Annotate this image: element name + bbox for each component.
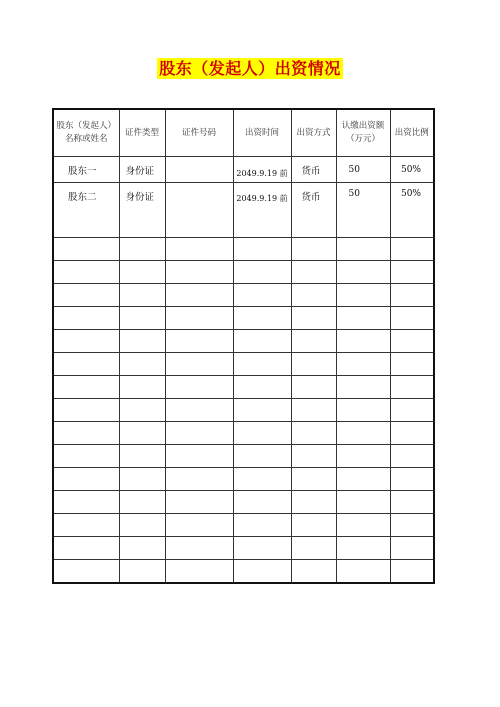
cell-amount: 50	[336, 157, 390, 183]
header-id-type: 证件类型	[119, 109, 165, 157]
empty-table-row	[53, 238, 434, 261]
empty-cell	[233, 330, 291, 353]
empty-cell	[390, 376, 434, 399]
empty-cell	[336, 445, 390, 468]
header-contribution-ratio: 出资比例	[390, 109, 434, 157]
empty-cell	[291, 422, 336, 445]
empty-cell	[390, 307, 434, 330]
empty-table-row	[53, 445, 434, 468]
empty-cell	[390, 491, 434, 514]
empty-cell	[165, 238, 233, 261]
empty-cell	[336, 284, 390, 307]
empty-cell	[390, 560, 434, 584]
empty-cell	[336, 238, 390, 261]
empty-cell	[53, 376, 119, 399]
empty-cell	[336, 353, 390, 376]
empty-cell	[119, 445, 165, 468]
empty-cell	[291, 537, 336, 560]
empty-cell	[165, 422, 233, 445]
empty-cell	[233, 422, 291, 445]
header-shareholder-name: 股东（发起人）名称或姓名	[53, 109, 119, 157]
empty-cell	[390, 422, 434, 445]
empty-cell	[53, 560, 119, 584]
cell-id-type: 身份证	[119, 183, 165, 238]
empty-cell	[165, 537, 233, 560]
empty-cell	[390, 514, 434, 537]
cell-amount: 50	[336, 183, 390, 238]
empty-cell	[53, 491, 119, 514]
empty-table-row	[53, 468, 434, 491]
empty-table-row	[53, 491, 434, 514]
cell-method: 货币	[291, 183, 336, 238]
empty-cell	[53, 445, 119, 468]
empty-table-row	[53, 376, 434, 399]
empty-cell	[53, 537, 119, 560]
empty-table-row	[53, 261, 434, 284]
header-contribution-date: 出资时间	[233, 109, 291, 157]
table-row	[53, 157, 434, 183]
header-contribution-method: 出资方式	[291, 109, 336, 157]
empty-cell	[336, 261, 390, 284]
empty-cell	[233, 399, 291, 422]
empty-cell	[390, 238, 434, 261]
empty-cell	[291, 491, 336, 514]
empty-cell	[291, 399, 336, 422]
cell-method: 货币	[291, 157, 336, 183]
empty-cell	[165, 399, 233, 422]
table-header-row	[53, 109, 434, 157]
empty-table-row	[53, 422, 434, 445]
contribution-table	[52, 108, 435, 584]
empty-cell	[119, 468, 165, 491]
empty-cell	[291, 468, 336, 491]
empty-cell	[165, 330, 233, 353]
empty-cell	[53, 468, 119, 491]
empty-cell	[165, 560, 233, 584]
empty-cell	[165, 353, 233, 376]
cell-date: 2049.9.19 前	[233, 157, 291, 183]
empty-cell	[119, 514, 165, 537]
cell-name: 股东二	[53, 183, 119, 238]
table-row	[53, 183, 434, 238]
empty-cell	[53, 353, 119, 376]
empty-cell	[119, 491, 165, 514]
empty-cell	[390, 353, 434, 376]
empty-cell	[336, 491, 390, 514]
empty-cell	[119, 399, 165, 422]
empty-rows	[53, 238, 434, 584]
document-title-wrap	[0, 56, 500, 79]
empty-cell	[390, 330, 434, 353]
empty-cell	[336, 399, 390, 422]
cell-ratio: 50%	[390, 183, 434, 238]
empty-cell	[336, 468, 390, 491]
cell-date: 2049.9.19 前	[233, 183, 291, 238]
empty-cell	[119, 353, 165, 376]
empty-cell	[119, 560, 165, 584]
empty-cell	[291, 514, 336, 537]
empty-cell	[390, 468, 434, 491]
empty-table-row	[53, 537, 434, 560]
empty-cell	[119, 330, 165, 353]
empty-cell	[165, 284, 233, 307]
empty-table-row	[53, 307, 434, 330]
empty-cell	[119, 307, 165, 330]
empty-cell	[336, 422, 390, 445]
empty-cell	[291, 238, 336, 261]
document-title: 股东（发起人）出资情况	[159, 59, 341, 78]
empty-cell	[119, 261, 165, 284]
empty-cell	[53, 330, 119, 353]
empty-cell	[291, 353, 336, 376]
empty-cell	[233, 238, 291, 261]
empty-cell	[165, 491, 233, 514]
empty-cell	[165, 468, 233, 491]
empty-cell	[233, 284, 291, 307]
empty-cell	[390, 399, 434, 422]
empty-cell	[233, 445, 291, 468]
empty-table-row	[53, 330, 434, 353]
empty-cell	[233, 560, 291, 584]
cell-id-type: 身份证	[119, 157, 165, 183]
cell-id-number	[165, 183, 233, 238]
empty-cell	[53, 399, 119, 422]
empty-cell	[390, 261, 434, 284]
empty-cell	[53, 307, 119, 330]
empty-table-row	[53, 560, 434, 584]
empty-cell	[336, 560, 390, 584]
empty-cell	[291, 284, 336, 307]
empty-table-row	[53, 284, 434, 307]
empty-table-row	[53, 514, 434, 537]
empty-cell	[119, 238, 165, 261]
empty-cell	[336, 307, 390, 330]
empty-cell	[233, 491, 291, 514]
empty-cell	[336, 514, 390, 537]
empty-cell	[233, 261, 291, 284]
empty-cell	[233, 468, 291, 491]
empty-cell	[291, 376, 336, 399]
empty-cell	[119, 376, 165, 399]
empty-cell	[119, 422, 165, 445]
cell-id-number	[165, 157, 233, 183]
empty-cell	[165, 261, 233, 284]
empty-cell	[53, 422, 119, 445]
empty-cell	[233, 537, 291, 560]
empty-cell	[53, 514, 119, 537]
cell-ratio: 50%	[390, 157, 434, 183]
empty-cell	[119, 537, 165, 560]
empty-cell	[291, 560, 336, 584]
empty-cell	[291, 307, 336, 330]
empty-cell	[390, 284, 434, 307]
empty-cell	[336, 376, 390, 399]
empty-cell	[53, 238, 119, 261]
empty-cell	[233, 353, 291, 376]
empty-cell	[233, 307, 291, 330]
empty-cell	[165, 514, 233, 537]
empty-cell	[336, 330, 390, 353]
empty-cell	[336, 537, 390, 560]
empty-cell	[390, 537, 434, 560]
empty-cell	[291, 445, 336, 468]
empty-cell	[291, 261, 336, 284]
empty-table-row	[53, 353, 434, 376]
empty-cell	[291, 330, 336, 353]
empty-table-row	[53, 399, 434, 422]
empty-cell	[233, 376, 291, 399]
empty-cell	[165, 307, 233, 330]
cell-name: 股东一	[53, 157, 119, 183]
empty-cell	[53, 284, 119, 307]
empty-cell	[165, 445, 233, 468]
empty-cell	[233, 514, 291, 537]
empty-cell	[165, 376, 233, 399]
empty-cell	[390, 445, 434, 468]
empty-cell	[119, 284, 165, 307]
header-id-number: 证件号码	[165, 109, 233, 157]
header-subscribed-amount: 认缴出资额（万元）	[336, 109, 390, 157]
empty-cell	[53, 261, 119, 284]
